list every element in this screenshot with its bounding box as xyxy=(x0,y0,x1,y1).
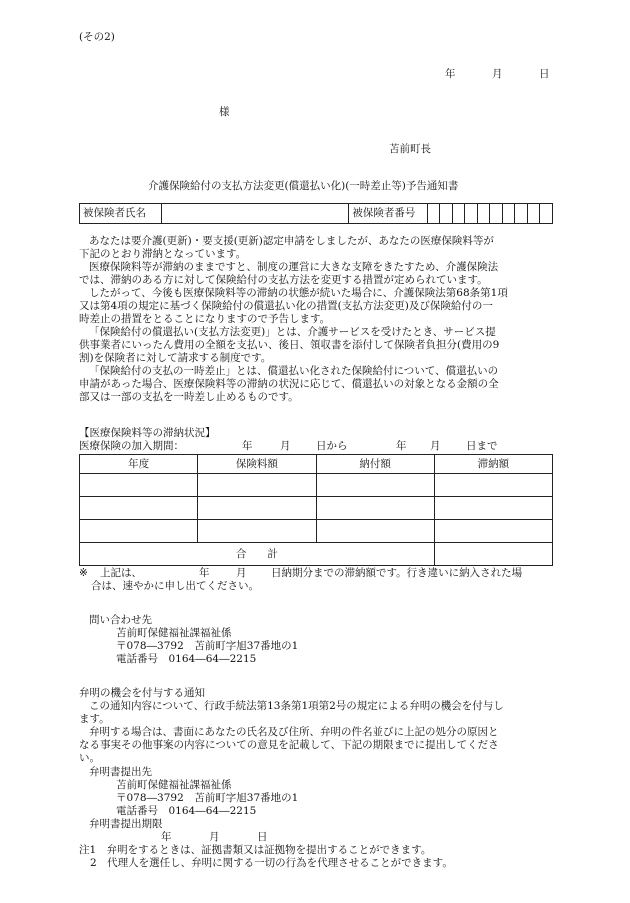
insured-number-box xyxy=(490,204,503,224)
deadline-month: 月 xyxy=(209,831,220,843)
insured-number-box xyxy=(440,204,453,224)
insured-number-label: 被保険者番号 xyxy=(349,204,427,224)
total-value xyxy=(434,543,552,566)
deadline-heading: 弁明書提出期限 xyxy=(89,818,163,830)
column-header: 年度 xyxy=(80,455,198,474)
table-cell xyxy=(80,474,198,497)
note-text: 合は、速やかに申し出てください。 xyxy=(91,580,259,592)
recipient-suffix: 様 xyxy=(219,106,230,118)
table-row xyxy=(80,474,553,497)
table-header-row xyxy=(80,455,553,474)
deadline-day: 日 xyxy=(257,831,268,843)
period-label: 医療保険の加入期間： xyxy=(79,440,184,452)
period-to-month: 月 xyxy=(430,440,441,452)
text-line: 「保険給付の支払の一時差止」とは、償還払い化された保険給付について、償還払いの xyxy=(89,365,499,377)
note-text: 上記は、 xyxy=(100,567,142,579)
submit-phone: 電話番号 0164―64―2215 xyxy=(116,805,257,817)
period-to-day: 日まで xyxy=(466,440,498,452)
table-cell xyxy=(434,520,552,543)
insured-number-box xyxy=(527,204,540,224)
text-line: 医療保険料等が滞納のままですと、制度の運営に大きな支障をきたすため、介護保険法 xyxy=(89,261,499,273)
date-month: 月 xyxy=(492,68,503,80)
text-line: なる事実その他事案の内容についての意見を記載して、下記の期限までに提出してくださ xyxy=(79,739,499,751)
table-total-row xyxy=(80,543,553,566)
insured-info-table xyxy=(79,203,553,224)
text-line: 申請があった場合、医療保険料等の滞納の状況に応じて、償還払いの対象となる金額の全 xyxy=(79,378,499,390)
insured-number-box xyxy=(465,204,478,224)
note-year: 年 xyxy=(199,567,210,579)
period-from-month: 月 xyxy=(280,440,291,452)
table-cell xyxy=(80,520,198,543)
note-text: 日納期分までの滞納額です。行き違いに納入された場 xyxy=(271,567,523,579)
table-cell xyxy=(316,520,434,543)
note-month: 月 xyxy=(236,567,247,579)
text-line: 弁明する場合は、書面にあなたの氏名及び住所、弁明の件名並びに上記の処分の原因と xyxy=(89,726,499,738)
table-cell xyxy=(316,497,434,520)
insured-name-label: 被保険者氏名 xyxy=(80,204,162,224)
column-header: 保険料額 xyxy=(198,455,316,474)
note-1: 注1 弁明をするときは、証拠書類又は証拠物を提出することができます。 xyxy=(79,844,432,856)
insured-number-box xyxy=(540,204,553,224)
document-title: 介護保険給付の支払方法変更(償還払い化)(一時差止等)予告通知書 xyxy=(148,180,459,192)
text-line: 割)を保険者に対して請求する制度です。 xyxy=(79,352,272,364)
column-header: 納付額 xyxy=(316,455,434,474)
table-cell xyxy=(434,474,552,497)
period-to-year: 年 xyxy=(396,440,407,452)
table-row xyxy=(80,520,553,543)
sender: 苫前町長 xyxy=(389,143,431,155)
date-year: 年 xyxy=(445,68,456,80)
insured-name-field xyxy=(162,204,349,224)
submit-heading: 弁明書提出先 xyxy=(89,766,152,778)
column-header: 滞納額 xyxy=(434,455,552,474)
date-day: 日 xyxy=(539,68,550,80)
text-line: 又は第4項の規定に基づく保険給付の償還払い化の措置(支払方法変更)及び保険給付の一 xyxy=(79,300,493,312)
insured-number-box xyxy=(502,204,515,224)
contact-heading: 問い合わせ先 xyxy=(89,614,152,626)
insured-number-box xyxy=(477,204,490,224)
contact-dept: 苫前町保健福祉課福祉係 xyxy=(116,627,232,639)
period-from-day: 日から xyxy=(316,440,348,452)
table-cell xyxy=(198,520,316,543)
text-line: 「保険給付の償還払い(支払方法変更)」とは、介護サービスを受けたとき、サービス提 xyxy=(89,326,496,338)
table-cell xyxy=(198,474,316,497)
note-mark: ※ xyxy=(79,567,88,579)
text-line: ます。 xyxy=(79,713,110,725)
explanation-text xyxy=(79,700,551,765)
table-row xyxy=(80,497,553,520)
contact-phone: 電話番号 0164―64―2215 xyxy=(116,653,257,665)
arrears-heading: 【医療保険料等の滞納状況】 xyxy=(79,427,216,439)
insured-number-box xyxy=(427,204,440,224)
text-line: 供事業者にいったん費用の全額を支払い、後日、領収書を添付して保険者負担分(費用の9 xyxy=(79,339,500,351)
explanation-heading: 弁明の機会を付与する通知 xyxy=(79,687,205,699)
deadline-year: 年 xyxy=(161,831,172,843)
insured-number-box xyxy=(515,204,528,224)
table-cell xyxy=(316,474,434,497)
text-line: 時差止の措置をとることになりますので予告します。 xyxy=(79,313,331,325)
text-line: あなたは要介護(更新)・要支援(更新)認定申請をしましたが、あなたの医療保険料等が xyxy=(89,235,494,247)
submit-dept: 苫前町保健福祉課福祉係 xyxy=(116,779,232,791)
submit-address: 〒078―3792 苫前町字旭37番地の1 xyxy=(116,792,299,804)
text-line: 下記のとおり滞納となっています。 xyxy=(79,248,247,260)
contact-address: 〒078―3792 苫前町字旭37番地の1 xyxy=(116,640,299,652)
period-from-year: 年 xyxy=(242,440,253,452)
table-cell xyxy=(434,497,552,520)
page-marker: (その2) xyxy=(79,31,115,43)
total-label: 合 計 xyxy=(80,543,435,566)
text-line: この通知内容について、行政手続法第13条第1項第2号の規定による弁明の機会を付与し xyxy=(89,700,504,712)
insured-number-box xyxy=(452,204,465,224)
text-line: では、滞納のある方に対して保険給付の支払方法を変更する措置が定められています。 xyxy=(79,274,488,286)
text-line: 部又は一部の支払を一時差し止めるものです。 xyxy=(79,391,299,403)
table-cell xyxy=(198,497,316,520)
body-text xyxy=(79,235,551,404)
text-line: したがって、今後も医療保険料等の滞納の状態が続いた場合に、介護保険法第68条第1項 xyxy=(89,287,508,299)
text-line: い。 xyxy=(79,752,100,764)
table-cell xyxy=(80,497,198,520)
arrears-table xyxy=(79,454,553,566)
note-2: 2 代理人を選任し、弁明に関する一切の行為を代理させることができます。 xyxy=(90,857,453,869)
